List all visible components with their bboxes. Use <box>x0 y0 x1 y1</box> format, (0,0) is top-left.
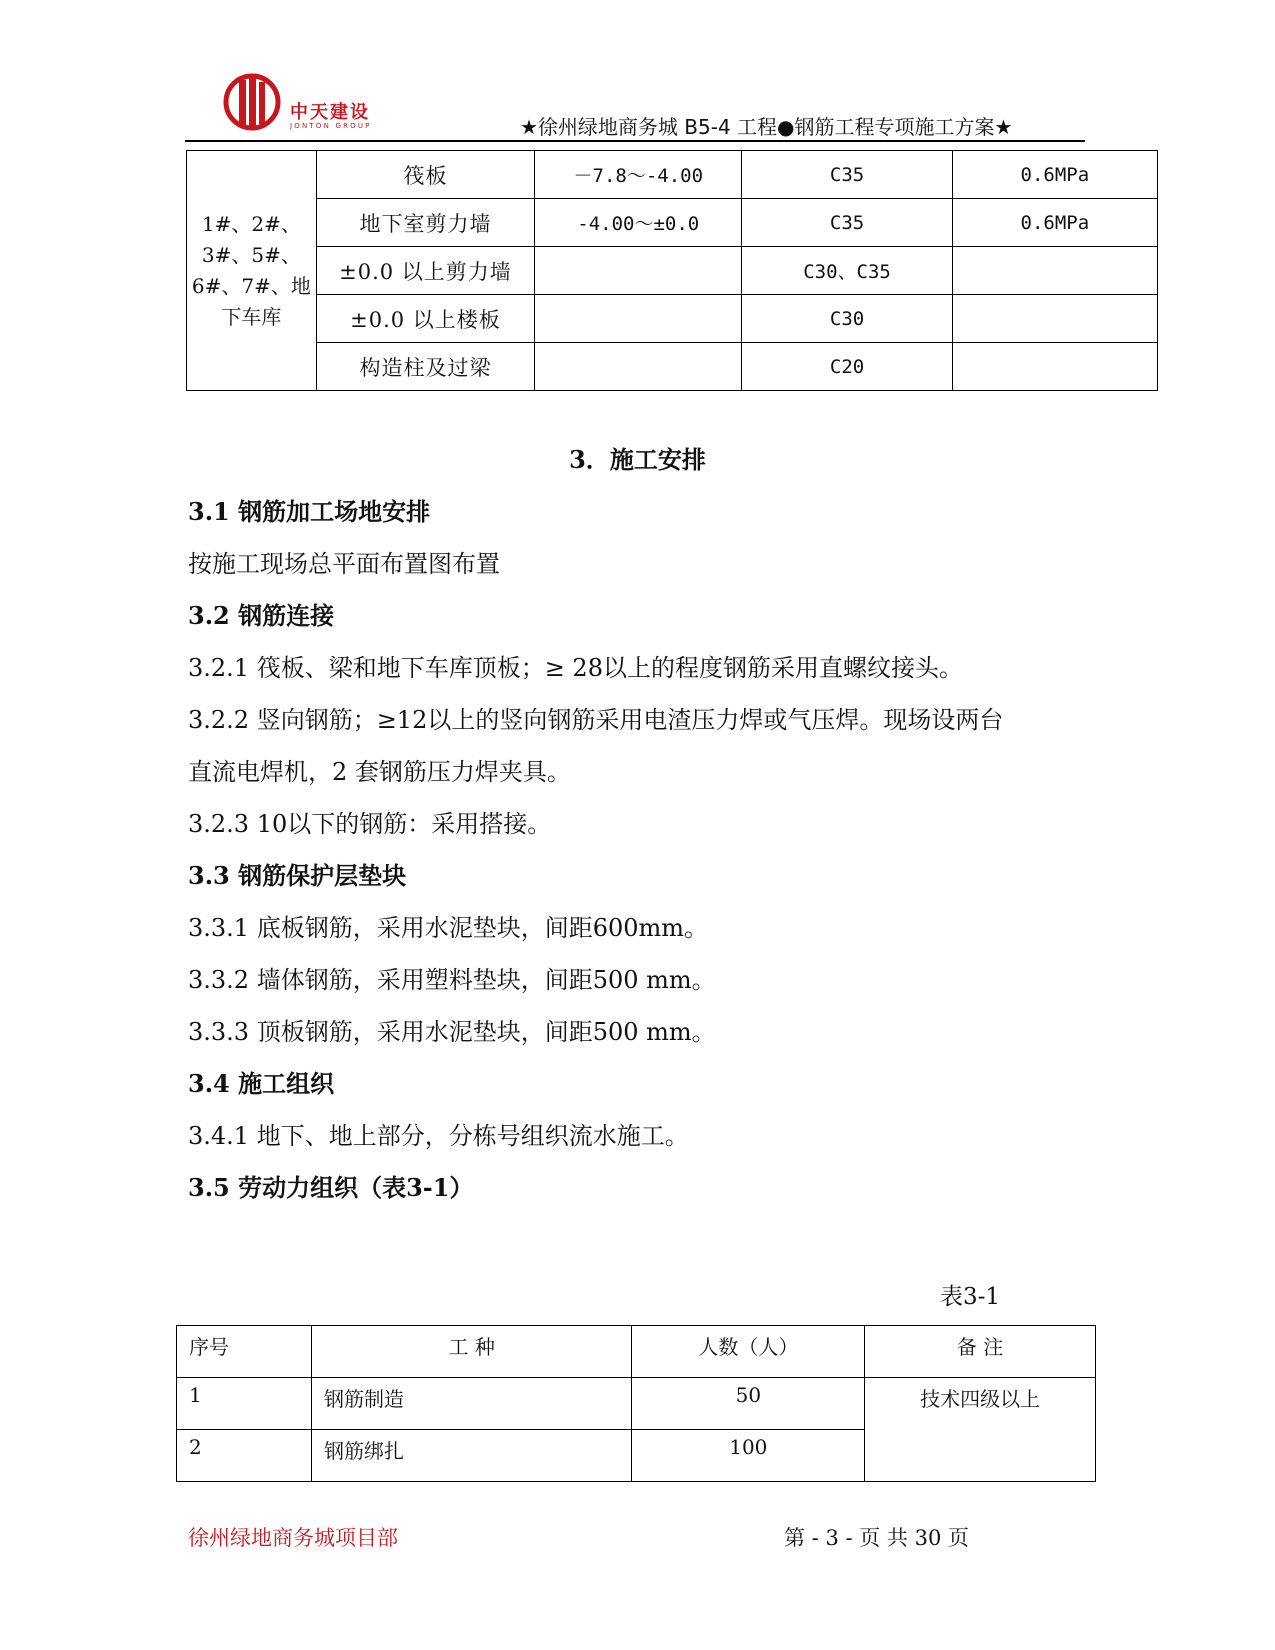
paragraph: 3.3.2 墙体钢筋，采用塑料垫块，间距500 mm。 <box>188 966 716 994</box>
count-cell: 50 <box>632 1378 865 1430</box>
subsection-3-5-title: 3.5 劳动力组织（表3-1） <box>188 1173 474 1202</box>
grade-cell: C30、C35 <box>742 247 952 295</box>
grade-cell: C20 <box>742 343 952 391</box>
header-divider <box>185 140 1085 142</box>
grade-cell: C35 <box>742 151 952 199</box>
elevation-cell: －7.8～-4.00 <box>535 151 742 199</box>
part-cell: 构造柱及过梁 <box>316 343 534 391</box>
elevation-cell <box>535 247 742 295</box>
table-header-row <box>177 1326 1096 1378</box>
table-row <box>187 199 1158 247</box>
paragraph: 3.2.1 筏板、梁和地下车库顶板；≥ 28以上的程度钢筋采用直螺纹接头。 <box>188 654 963 682</box>
elevation-cell <box>535 343 742 391</box>
elevation-cell <box>535 295 742 343</box>
paragraph: 按施工现场总平面布置图布置 <box>188 550 500 578</box>
row-number-cell: 2 <box>177 1430 312 1482</box>
part-cell: 地下室剪力墙 <box>316 199 534 247</box>
paragraph: 3.2.2 竖向钢筋；≥12以上的竖向钢筋采用电渣压力焊或气压焊。现场设两台 <box>188 706 1004 734</box>
column-header: 人数（人） <box>632 1326 865 1378</box>
impermeability-cell <box>952 247 1157 295</box>
building-group-cell: 1#、2#、3#、5#、6#、7#、地下车库 <box>187 151 317 391</box>
subsection-3-1-title: 3.1 钢筋加工场地安排 <box>188 497 431 526</box>
part-cell: ±0.0 以上楼板 <box>316 295 534 343</box>
impermeability-cell: 0.6MPa <box>952 151 1157 199</box>
count-cell: 100 <box>632 1430 865 1482</box>
document-header-title: ★徐州绿地商务城 B5-4 工程●钢筋工程专项施工方案★ <box>520 115 1013 139</box>
grade-cell: C30 <box>742 295 952 343</box>
trade-cell: 钢筋绑扎 <box>312 1430 632 1482</box>
table-caption: 表3-1 <box>940 1284 1001 1310</box>
subsection-3-4-title: 3.4 施工组织 <box>188 1069 335 1098</box>
grade-cell: C35 <box>742 199 952 247</box>
paragraph: 3.2.3 10以下的钢筋：采用搭接。 <box>188 810 552 838</box>
impermeability-cell <box>952 343 1157 391</box>
row-number-cell: 1 <box>177 1378 312 1430</box>
paragraph: 3.3.1 底板钢筋，采用水泥垫块，间距600mm。 <box>188 914 709 942</box>
remark-cell: 技术四级以上 <box>865 1378 1096 1482</box>
part-cell: 筏板 <box>316 151 534 199</box>
column-header: 序号 <box>177 1326 312 1378</box>
paragraph: 3.4.1 地下、地上部分，分栋号组织流水施工。 <box>188 1122 689 1150</box>
part-cell: ±0.0 以上剪力墙 <box>316 247 534 295</box>
subsection-3-2-title: 3.2 钢筋连接 <box>188 601 335 630</box>
elevation-cell: -4.00～±0.0 <box>535 199 742 247</box>
footer-project-department: 徐州绿地商务城项目部 <box>188 1526 398 1550</box>
table-row <box>187 295 1158 343</box>
column-header: 备 注 <box>865 1326 1096 1378</box>
labor-table <box>176 1325 1096 1482</box>
subsection-3-3-title: 3.3 钢筋保护层垫块 <box>188 861 407 890</box>
paragraph: 直流电焊机，2 套钢筋压力焊夹具。 <box>188 758 571 786</box>
logo-english-name: JONTON GROUP <box>290 122 372 130</box>
table-row <box>187 151 1158 199</box>
column-header: 工 种 <box>312 1326 632 1378</box>
table-row <box>187 247 1158 295</box>
paragraph: 3.3.3 顶板钢筋，采用水泥垫块，间距500 mm。 <box>188 1018 716 1046</box>
impermeability-cell <box>952 295 1157 343</box>
impermeability-cell: 0.6MPa <box>952 199 1157 247</box>
concrete-grade-table <box>186 150 1158 391</box>
company-logo-icon <box>222 72 282 132</box>
trade-cell: 钢筋制造 <box>312 1378 632 1430</box>
section-title: 3．施工安排 <box>569 445 706 474</box>
logo-chinese-name: 中天建设 <box>290 102 370 123</box>
footer-page-number: 第 - 3 - 页 共 30 页 <box>784 1526 970 1550</box>
table-row <box>187 343 1158 391</box>
table-row <box>177 1378 1096 1430</box>
